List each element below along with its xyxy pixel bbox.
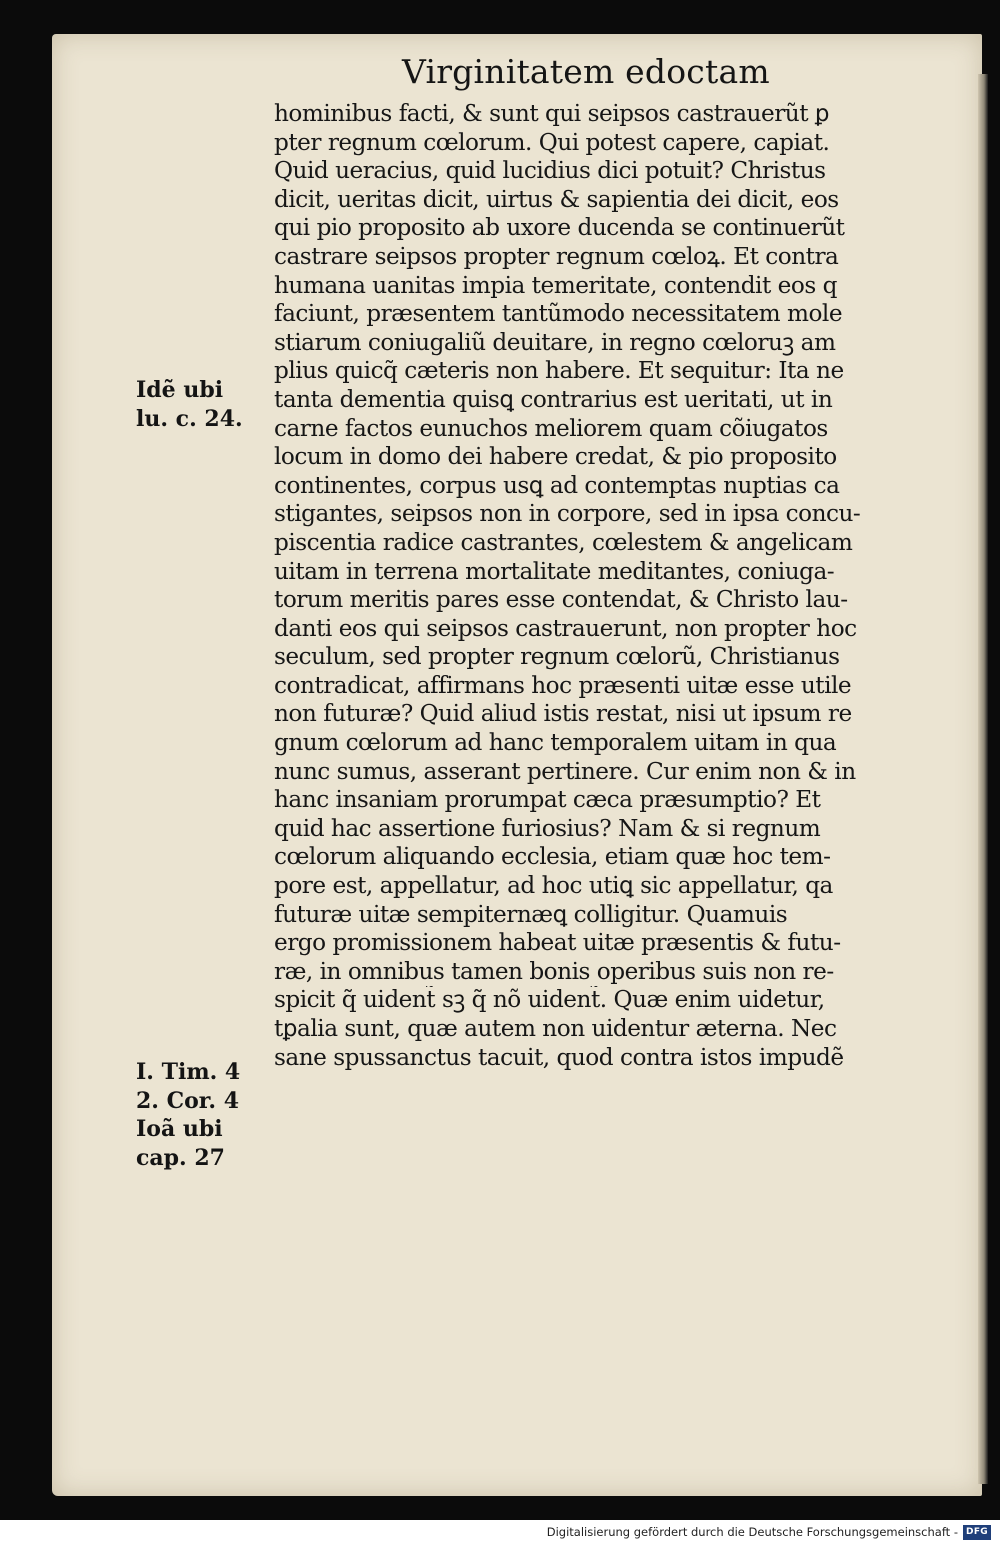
text-line: Quid ueracius, quid lucidius dici potuit? Christus	[274, 157, 826, 185]
margin-note-line: Ioã ubi	[136, 1116, 223, 1143]
text-line: hominibus facti, & sunt qui seipsos castrauerũt ꝑ	[274, 100, 830, 127]
text-line: gnum cœlorum ad hanc temporalem uitam in qua	[274, 729, 837, 757]
text-line: futuræ uitæ sempiternæꝗ colligitur. Quamuis	[274, 900, 788, 928]
text-line: quid hac assertione furiosius? Nam & si regnum	[274, 814, 821, 842]
text-line: ræ, in omnibus tamen bonis operibus suis non re-	[274, 957, 834, 985]
text-line: tanta dementia quisꝗ contrarius est ueritati, ut in	[274, 385, 833, 413]
book-page	[52, 34, 982, 1496]
text-line: stiarum coniugaliũ deuitare, in regno cœloruꝫ am	[274, 328, 836, 356]
margin-note-line: lu. c. 24.	[136, 405, 243, 432]
text-line: pter regnum cœlorum. Qui potest capere, capiat.	[274, 128, 830, 156]
page-edge-shadow	[978, 74, 988, 1484]
text-line: pore est, appellatur, ad hoc utiꝗ sic appellatur, qa	[274, 872, 833, 900]
margin-note-line: cap. 27	[136, 1144, 225, 1171]
text-line: continentes, corpus usꝗ ad contemptas nuptias ca	[274, 471, 840, 499]
text-line: cœlorum aliquando ecclesia, etiam quæ hoc tem-	[274, 843, 831, 871]
text-line: uitam in terrena mortalitate meditantes, coniuga-	[274, 557, 835, 585]
text-line: tꝑalia sunt, quæ autem non uidentur æterna. Nec	[274, 1015, 837, 1042]
text-line: qui pio proposito ab uxore ducenda se continuerũt	[274, 214, 845, 242]
text-line: hanc insaniam prorumpat cæca præsumptio? Et	[274, 786, 821, 814]
text-line: ergo promissionem habeat uitæ præsentis & futu-	[274, 929, 841, 957]
margin-note-reference-1	[136, 376, 243, 433]
text-line: faciunt, præsentem tantũmodo necessitatem mole	[274, 300, 843, 328]
text-line: danti eos qui seipsos castrauerunt, non propter hoc	[274, 614, 857, 642]
text-line: torum meritis pares esse contendat, & Christo lau-	[274, 586, 848, 614]
text-line: carne factos eunuchos meliorem quam cõiugatos	[274, 414, 828, 442]
text-line: plius quicq̃ cæteris non habere. Et sequitur: Ita ne	[274, 357, 844, 385]
text-line: seculum, sed propter regnum cœlorũ, Christianus	[274, 643, 840, 671]
body-text-block	[274, 100, 964, 1072]
digitization-footer	[0, 1520, 1000, 1547]
text-line: locum in domo dei habere credat, & pio proposito	[274, 443, 837, 471]
dfg-logo: DFG	[963, 1525, 991, 1540]
text-line: humana uanitas impia temeritate, contendit eos q	[274, 271, 837, 299]
margin-note-reference-2	[136, 1058, 240, 1172]
text-line: stigantes, seipsos non in corpore, sed in ipsa concu-	[274, 500, 861, 528]
text-line: dicit, ueritas dicit, uirtus & sapientia dei dicit, eos	[274, 185, 839, 213]
funding-credit-text: Digitalisierung gefördert durch die Deutsche Forschungsgemeinschaft -	[546, 1525, 958, 1539]
margin-note-line: Idẽ ubi	[136, 377, 224, 403]
text-line: contradicat, affirmans hoc præsenti uitæ esse utile	[274, 671, 852, 699]
text-line: piscentia radice castrantes, cœlestem & angelicam	[274, 528, 853, 556]
text-line: spicit q̃ uident̃ sꝫ q̃ nõ uident̃. Quæ enim uidetur,	[274, 986, 825, 1014]
margin-note-line: 2. Cor. 4	[136, 1087, 240, 1114]
margin-note-line: I. Tim. 4	[136, 1059, 241, 1085]
text-line: castrare seipsos propter regnum cœloꝝ. Et contra	[274, 242, 839, 270]
page-running-title: Virginitatem edoctam	[402, 52, 770, 91]
text-line: non futuræ? Quid aliud istis restat, nisi ut ipsum re	[274, 700, 852, 728]
text-line: nunc sumus, asserant pertinere. Cur enim non & in	[274, 757, 856, 785]
text-line: sane spussanctus tacuit, quod contra istos impudẽ	[274, 1043, 844, 1071]
